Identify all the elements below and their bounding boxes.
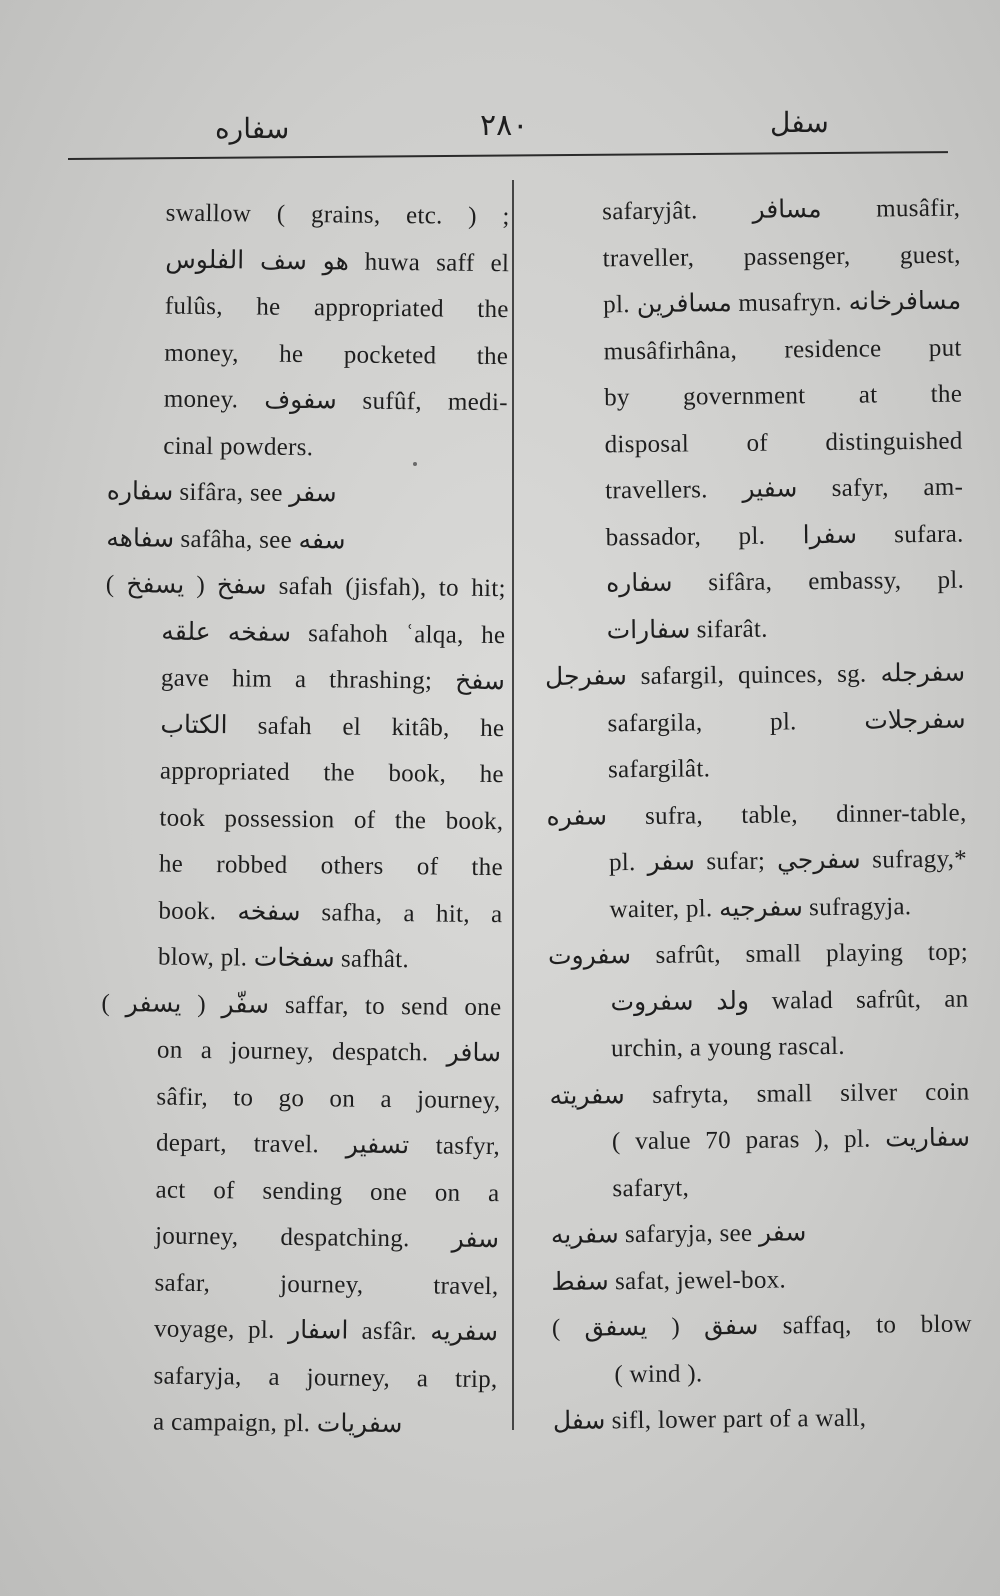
entry-headword-line: سفريته safryta, small silver coin: [549, 1078, 970, 1110]
entry-headword-line: سفط safat, jewel-box.: [551, 1265, 787, 1296]
entry-text-line: سفخه علقه safahoh ʿalqa, he: [161, 618, 506, 649]
entry-text-line: safar, journey, travel,: [154, 1269, 499, 1300]
entry-headword-line: سفاره sifâra, see سفر: [106, 477, 337, 508]
entry-text-line: a campaign, pl. سفريات: [152, 1408, 403, 1439]
entry-text-line: on a journey, despatch. سافر: [156, 1036, 502, 1068]
entry-text-line: pl. مسافرين musafryn. مسافرخانه: [603, 287, 962, 319]
entry-text-line: safaryt,: [612, 1173, 690, 1202]
page-number: ۲۸۰: [480, 108, 529, 143]
entry-text-line: musâfirhâna, residence put: [603, 334, 962, 365]
entry-headword-line: سفريه safaryja, see سفر: [550, 1219, 807, 1249]
entry-headword-line: سفخ ( يسفخ ) safah (jisfah), to hit;: [105, 570, 506, 603]
entry-text-line: money, he pocketed the: [164, 339, 509, 370]
entry-text-line: by government at the: [604, 380, 963, 412]
entry-text-line: safargilât.: [607, 755, 711, 784]
entry-text-line: waiter, pl. سفرجيه sufragyja.: [609, 892, 912, 923]
entry-text-line: cinal powders.: [163, 432, 314, 461]
entry-headword-line: سفل sifl, lower part of a wall,: [552, 1404, 867, 1435]
column-divider: [512, 180, 514, 1430]
entry-text-line: gave him a thrashing; سفخ: [160, 664, 506, 696]
entry-text-line: blow, pl. سفخات safhât.: [157, 943, 410, 974]
entry-headword-line: سفاهه safâha, see سفه: [106, 524, 346, 554]
entry-headword-line: سفره sufra, table, dinner-table,: [546, 799, 967, 831]
entry-text-line: depart, travel. تسفير tasfyr,: [155, 1129, 501, 1161]
entry-text-line: fulûs, he appropriated the: [164, 292, 509, 324]
entry-text-line: travellers. سفير safyr, am-: [605, 473, 964, 505]
entry-text-line: pl. سفر sufar; سفرجي sufragy,*: [608, 845, 968, 877]
ink-speck: [413, 462, 417, 466]
header-right-catchword: سفل: [770, 106, 829, 139]
entry-headword-line: سفروت safrût, small playing top;: [547, 938, 969, 970]
entry-text-line: disposal of distinguished: [604, 427, 963, 458]
entry-headword-line: سفرجل safargil, quinces, sg. سفرجله: [544, 659, 966, 691]
entry-headword-line: سفّر ( يسفر ) saffar, to send one: [101, 989, 502, 1021]
entry-text-line: safaryja, a journey, a trip,: [153, 1362, 498, 1393]
entry-headword-line: سفق ( يسفق ) saffaq, to blow: [551, 1310, 973, 1342]
entry-text-line: bassador, pl. سفرا sufara.: [605, 520, 964, 551]
entry-text-line: سفاره sifâra, embassy, pl.: [605, 566, 965, 598]
entry-text-line: ولد سفروت walad safrût, an: [610, 985, 969, 1016]
entry-text-line: swallow ( grains, etc. ) ;: [165, 199, 510, 231]
entry-text-line: journey, despatching. سفر: [154, 1222, 500, 1254]
entry-text-line: act of sending one on a: [155, 1176, 500, 1207]
entry-text-line: سفارات sifarât.: [606, 615, 768, 644]
right-column: [540, 186, 973, 1446]
entry-text-line: he robbed others of the: [158, 850, 504, 882]
header-left-catchword: سفاره: [215, 112, 290, 145]
entry-text-line: traveller, passenger, guest,: [602, 241, 961, 272]
entry-text-line: voyage, pl. اسفار asfâr. سفريه: [153, 1315, 499, 1347]
entry-text-line: urchin, a young rascal.: [610, 1032, 846, 1063]
entry-text-line: money. سفوف sufûf, medi-: [163, 385, 508, 417]
entry-text-line: safargila, pl. سفرجلات: [607, 706, 966, 737]
entry-text-line: هو سف الفلوس huwa saff el: [165, 246, 510, 277]
entry-text-line: took possession of the book,: [159, 804, 504, 835]
entry-text-line: ( wind ).: [614, 1359, 703, 1388]
entry-text-line: safaryjât. مسافر musâfir,: [602, 194, 961, 226]
entry-text-line: ( value 70 paras ), pl. سفاريت: [611, 1124, 971, 1156]
entry-text-line: الكتاب safah el kitâb, he: [160, 711, 505, 742]
entry-text-line: sâfir, to go on a journey,: [156, 1083, 501, 1114]
entry-text-line: book. سفخه safha, a hit, a: [158, 897, 503, 928]
left-column: [97, 190, 510, 1450]
entry-text-line: appropriated the book, he: [159, 757, 505, 789]
